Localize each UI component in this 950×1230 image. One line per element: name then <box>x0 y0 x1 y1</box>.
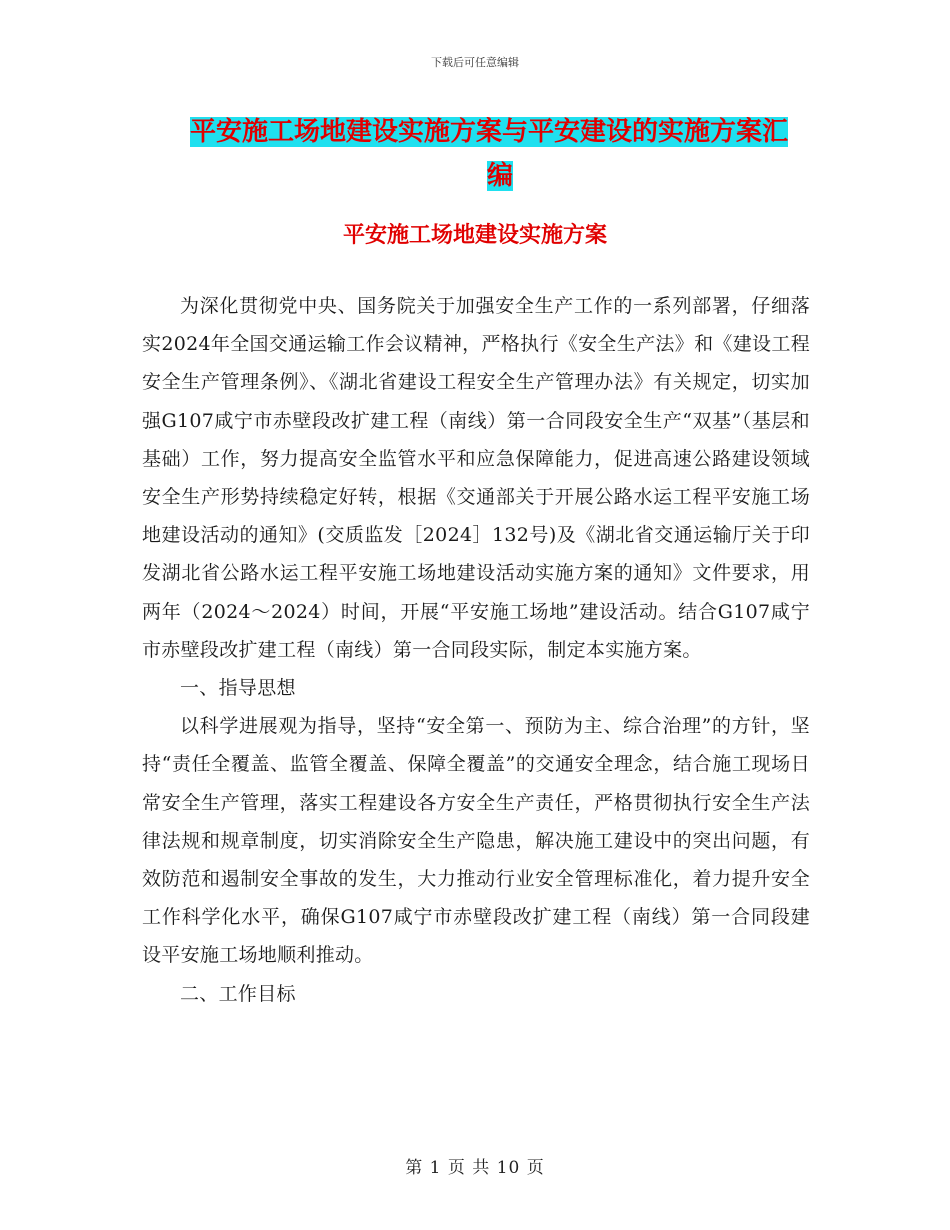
page-footer: 第 1 页 共 10 页 <box>405 1158 545 1178</box>
title-line-2: 编 <box>486 161 513 191</box>
paragraph-guiding-ideology: 以科学进展观为指导，坚持“安全第一、预防为主、综合治理”的方针，坚持“责任全覆盖、监管全覆盖、保障全覆盖”的交通安全理念，结合施工现场日常安全生产管理，落实工程建设各方安全生产责任，严格贯彻执行安全生产法律法规和规章制度，切实消除安全生产隐患，解决施工建设中的突出问题，有效防范和遏制安全事故的发生，大力推动行业安全管理标准化，着力提升安全工作科学化水平，确保G107咸宁市赤壁段改扩建工程（南线）第一合同段建设平安施工场地顺利推动。 <box>142 715 810 967</box>
title-line-1: 平安施工场地建设实施方案与平安建设的实施方案汇 <box>190 117 789 147</box>
document-body <box>142 287 810 1013</box>
heading-guiding-ideology: 一、指导思想 <box>180 677 296 700</box>
document-title <box>190 110 810 198</box>
section-title: 平安施工场地建设实施方案 <box>342 223 607 248</box>
paragraph-intro: 为深化贯彻党中央、国务院关于加强安全生产工作的一系列部署，仔细落实2024年全国交通运输工作会议精神，严格执行《安全生产法》和《建设工程安全生产管理条例》、《湖北省建设工程安全生产管理办法》有关规定，切实加强G107咸宁市赤壁段改扩建工程（南线）第一合同段安全生产“双基”（基层和基础）工作，努力提高安全监管水平和应急保障能力，促进高速公路建设领域安全生产形势持续稳定好转，根据《交通部关于开展公路水运工程平安施工场地建设活动的通知》(交质监发［2024］132号)及《湖北省交通运输厅关于印发湖北省公路水运工程平安施工场地建设活动实施方案的通知》文件要求，用两年（2024～2024）时间，开展“平安施工场地”建设活动。结合G107咸宁市赤壁段改扩建工程（南线）第一合同段实际，制定本实施方案。 <box>142 295 810 661</box>
heading-work-goals: 二、工作目标 <box>180 982 296 1005</box>
page-header-note: 下载后可任意编辑 <box>431 56 519 69</box>
